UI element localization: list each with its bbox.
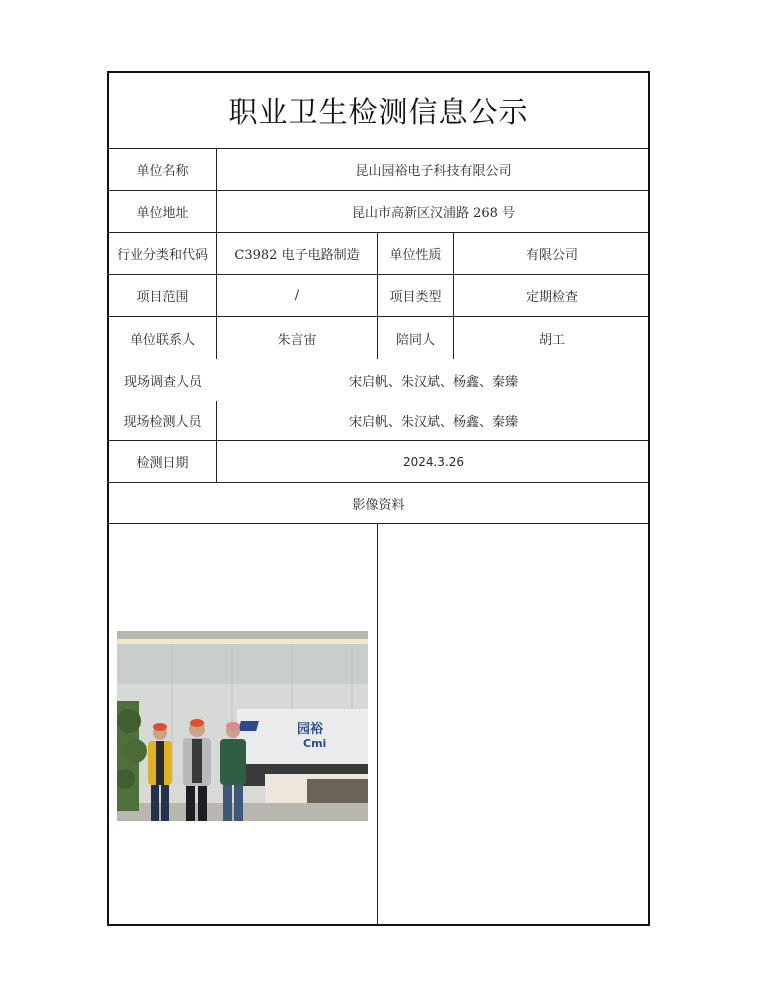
image-section-label: 影像资料	[352, 497, 405, 513]
test-date-label: 检测日期	[109, 441, 217, 482]
row-survey-staff	[109, 359, 648, 401]
row-test-date	[109, 441, 648, 483]
project-type-label: 项目类型	[378, 275, 454, 316]
logo-en-text: Cmi	[303, 737, 327, 750]
industry-value: C3982 电子电路制造	[217, 233, 378, 274]
escort-label: 陪同人	[378, 317, 454, 359]
project-scope-value: /	[217, 275, 378, 316]
row-image-section	[109, 483, 648, 524]
survey-staff-label: 现场调查人员	[123, 374, 202, 390]
escort-value: 胡工	[538, 332, 565, 348]
nature-label: 单位性质	[378, 233, 454, 274]
row-industry	[109, 233, 648, 275]
project-type-value: 定期检查	[525, 290, 578, 305]
disclosure-form	[107, 71, 650, 926]
photo-area	[109, 524, 648, 926]
contact-value: 朱言宙	[217, 317, 378, 359]
address-value: 昆山市高新区汉浦路 268 号	[351, 206, 516, 221]
photo-column-left	[109, 524, 378, 926]
test-staff-value: 宋启帆、朱汉斌、杨鑫、秦臻	[348, 415, 518, 430]
row-project	[109, 275, 648, 317]
project-scope-label: 项目范围	[109, 275, 217, 316]
page-title: 职业卫生检测信息公示	[109, 73, 648, 149]
address-label: 单位地址	[109, 191, 217, 232]
test-staff-label: 现场检测人员	[109, 401, 217, 440]
contact-label: 单位联系人	[109, 317, 217, 359]
row-test-staff	[109, 401, 648, 441]
company-name-value: 昆山园裕电子科技有限公司	[355, 164, 512, 179]
industry-label: 行业分类和代码	[109, 233, 217, 274]
site-photo	[117, 631, 368, 821]
nature-value: 有限公司	[525, 248, 578, 263]
survey-staff-value: 宋启帆、朱汉斌、杨鑫、秦臻	[348, 374, 518, 390]
row-address	[109, 191, 648, 233]
site-photo-illustration	[117, 631, 368, 821]
logo-cn-text: 园裕	[297, 722, 324, 737]
row-company-name	[109, 149, 648, 191]
company-name-label: 单位名称	[109, 149, 217, 190]
row-contact	[109, 317, 648, 359]
test-date-value: 2024.3.26	[402, 454, 465, 469]
